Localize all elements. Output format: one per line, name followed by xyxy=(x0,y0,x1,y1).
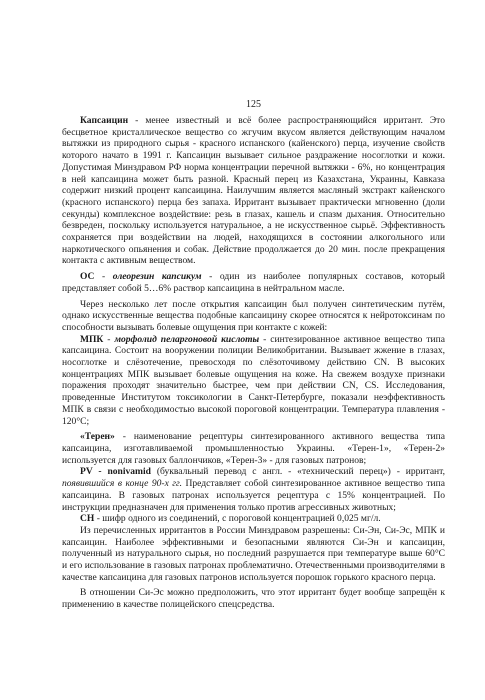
paragraph-text: - наименование рецептуры синтезированного активного вещества типа капсаицина, изготавливаемой промышленностью Украины. «Терен-1», «Терен-2» используется для газовых баллончиков, «Терен-3» - для газовых патронов; xyxy=(62,431,445,466)
paragraph-text: Через несколько лет после открытия капсаицин был получен синтетическим путём, однако искусственные вещества подобные капсаицину скорее относятся к нейротоксинам по способности вызывать болевые ощущения при контакте с кожей: xyxy=(62,298,445,333)
paragraph-text-after: Представляет собой синтезированное активное вещество типа капсаицина. В газовых патронах используется рецептура с 15% концентрацией. По инструкции предназначен для применения только против агрессивных животных; xyxy=(62,478,445,513)
term-capsaicin: Капсаицин xyxy=(80,115,129,126)
term-os: ОС xyxy=(80,271,95,283)
paragraph-pv xyxy=(62,466,445,513)
paragraph-ch xyxy=(62,513,445,525)
paragraph-teren xyxy=(62,431,445,466)
paragraph-text: - менее известный и всё более распространяющийся ирритант. Это бесцветное кристаллическое вещество со жгучим вкусом является действующим началом вытяжки из природного сырья - красного испанского (кайенского) перца, изучение свойств которого начато в 1991 г. Капсаицин вызывает сильное раздражение носоглотки и кожи. Допустимая Минздравом РФ норма концентрации перечной вытяжки - 6%, но концентрация в ней капсаицина может быть разной. Красный перец из Казахстана, Украины, Кавказа содержит низкий процент капсаицина. Наилучшим является масляный экстракт кайенского (красного испанского) перца без запаха. Ирритант вызывает практически мгновенно (доли секунды) комплексное воздействие: резь в глазах, кашель и спазм дыхания. Относительно безвреден, поскольку используется натуральное, а не искусственное сырьё. Эффективность сохраняется при воздействии на людей, находящихся в состоянии алкогольного или наркотического опьянения и собак. Действие продолжается до 20 мин. после прекращения контакта с активным веществом. xyxy=(62,115,445,267)
paragraph-synthetic xyxy=(62,299,445,334)
paragraph-ces xyxy=(62,587,445,610)
paragraph-os xyxy=(62,271,445,294)
paragraph-permitted xyxy=(62,525,445,584)
term-suffix: - xyxy=(94,271,113,283)
paragraph-text: В отношении Си-Эс можно предположить, что этот ирритант будет вообще запрещён к применению в качестве полицейского спецсредства. xyxy=(62,587,445,611)
term-pv: PV - nonivamid xyxy=(80,466,151,478)
paragraph-text: Из перечисленных ирритантов в России Минздравом разрешены: Си-Эн, Си-Эс, МПК и капсаицин. Наиболее эффективными и безопасными являются Си-Эн и капсаицин, полученный из натурального сырья, но последний разрушается при температуре выше 60°С и его использование в газовых патронах проблематично. Отечественными производителями в качестве капсаицина для газовых патронов используется порошок горького красного перца. xyxy=(62,524,445,583)
paragraph-capsaicin xyxy=(62,115,445,267)
term-os-gloss: олеорезин капсикум xyxy=(112,271,202,283)
paragraph-text: (буквальный перевод с англ. - «технический перец») - ирритант, xyxy=(150,466,446,478)
page-number: 125 xyxy=(246,99,261,110)
paragraph-text: - шифр одного из соединений, с пороговой концентрацией 0,025 мг/л. xyxy=(94,513,381,525)
term-ch: СН xyxy=(80,513,95,525)
term-mpk-gloss: морфолид пеларгоновой кислоты xyxy=(114,333,260,345)
pv-italic-phrase: появившийся в конце 90-х гг. xyxy=(62,478,183,490)
term-teren: «Терен» xyxy=(80,431,115,443)
paragraph-text: - синтезированное активное вещество типа капсаицина. Состоит на вооружении полиции Великобритании. Вызывает жжение в глазах, носоглотке и слёзотечение, превосходя по слёзоточивому действию CN. В высоких концентрациях МПК вызывает болевые ощущения на коже. На свежем воздухе признаки поражения проходят значительно быстрее, чем при действии CN, CS. Исследования, проведенные Институтом токсикологии в Санкт-Петербурге, показали неэффективность МПК в связи с необходимостью высокой пороговой концентрации. Температура плавления - 120°С; xyxy=(62,333,446,427)
paragraph-mpk xyxy=(62,334,445,428)
paragraph-text: - один из наиболее популярных составов, который представляет собой 5…6% раствор капсаицина в нейтральном масле. xyxy=(62,271,446,294)
term-suffix: - xyxy=(103,333,115,345)
term-mpk: МПК xyxy=(80,333,104,345)
